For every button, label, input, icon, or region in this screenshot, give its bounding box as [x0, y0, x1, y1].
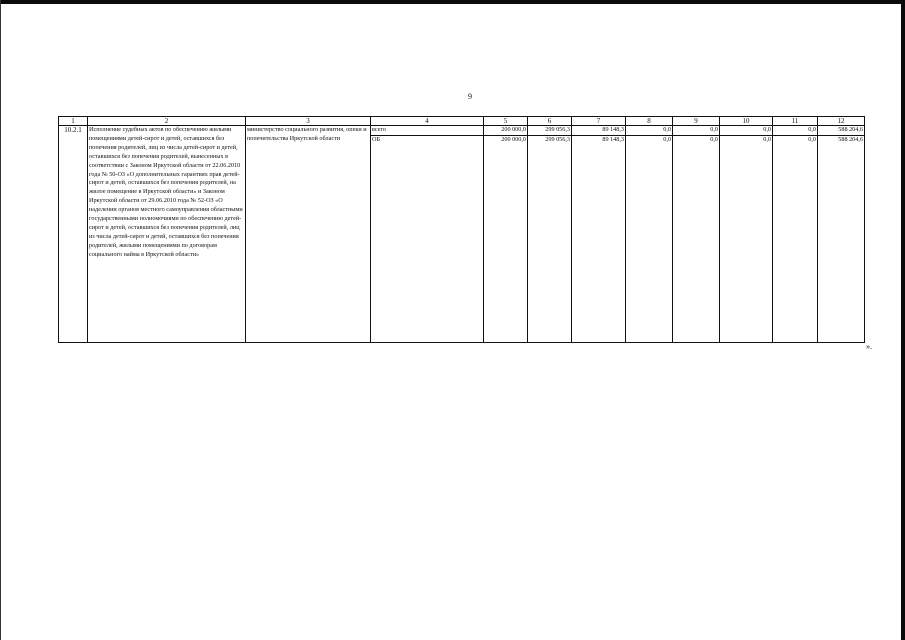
header-col-7: 7 — [572, 117, 626, 126]
item-description: Исполнение судебных актов по обеспечению жилыми помещениями детей-сирот и детей, оставшихся без попечения родителей, лиц из числа детей-сирот и детей, оставшихся без попечения родителей, вынесенных в соответствии с Законом Иркутской области от 22.06.2010 года № 50-ОЗ «О дополнительных гарантиях прав детей-сирот и детей, оставшихся без попечения родителей, на жилое помещение в Иркутской области» и Законом Иркутской области от 29.06.2010 года № 52-ОЗ «О наделении органов местного самоуправления областными государственными полномочиями по обеспечению детей-сирот и детей, оставшихся без попечения родителей, лиц из числа детей-сирот и детей, оставшихся без попечения родителей, жилыми помещениями по договорам социального найма в Иркутской области» — [88, 126, 246, 343]
cell-col-11: 0,0 — [773, 126, 818, 136]
header-col-10: 10 — [720, 117, 773, 126]
table-row-total — [59, 126, 865, 136]
header-col-5: 5 — [484, 117, 528, 126]
header-col-3: 3 — [246, 117, 371, 126]
cell-col-5: 200 000,0 — [484, 135, 528, 342]
header-row — [59, 117, 865, 126]
cell-col-9: 0,0 — [673, 126, 720, 136]
cell-col-8: 0,0 — [626, 135, 673, 342]
header-col-4: 4 — [371, 117, 484, 126]
header-col-11: 11 — [773, 117, 818, 126]
cell-col-7: 89 148,3 — [572, 126, 626, 136]
cell-col-6: 299 056,3 — [528, 135, 572, 342]
funding-source: ОБ — [371, 135, 484, 342]
header-col-9: 9 — [673, 117, 720, 126]
cell-col-11: 0,0 — [773, 135, 818, 342]
cell-col-9: 0,0 — [673, 135, 720, 342]
header-col-2: 2 — [88, 117, 246, 126]
cell-col-6: 299 056,3 — [528, 126, 572, 136]
item-code: 10.2.1 — [59, 126, 88, 343]
closing-quote-mark: ». — [866, 342, 872, 351]
funding-source: всего — [371, 126, 484, 136]
cell-col-5: 200 000,0 — [484, 126, 528, 136]
scan-border-left — [0, 0, 1, 640]
cell-col-12: 588 204,6 — [818, 135, 865, 342]
cell-col-7: 89 148,3 — [572, 135, 626, 342]
cell-col-10: 0,0 — [720, 126, 773, 136]
scan-border-top — [0, 0, 905, 4]
header-col-8: 8 — [626, 117, 673, 126]
scan-border-right — [901, 0, 905, 640]
cell-col-12: 588 204,6 — [818, 126, 865, 136]
page-number: 9 — [468, 92, 472, 101]
header-col-6: 6 — [528, 117, 572, 126]
header-col-12: 12 — [818, 117, 865, 126]
program-table — [58, 116, 865, 343]
item-executor: министерство социального развития, опеки и попечительства Иркутской области — [246, 126, 371, 343]
cell-col-8: 0,0 — [626, 126, 673, 136]
header-col-1: 1 — [59, 117, 88, 126]
cell-col-10: 0,0 — [720, 135, 773, 342]
